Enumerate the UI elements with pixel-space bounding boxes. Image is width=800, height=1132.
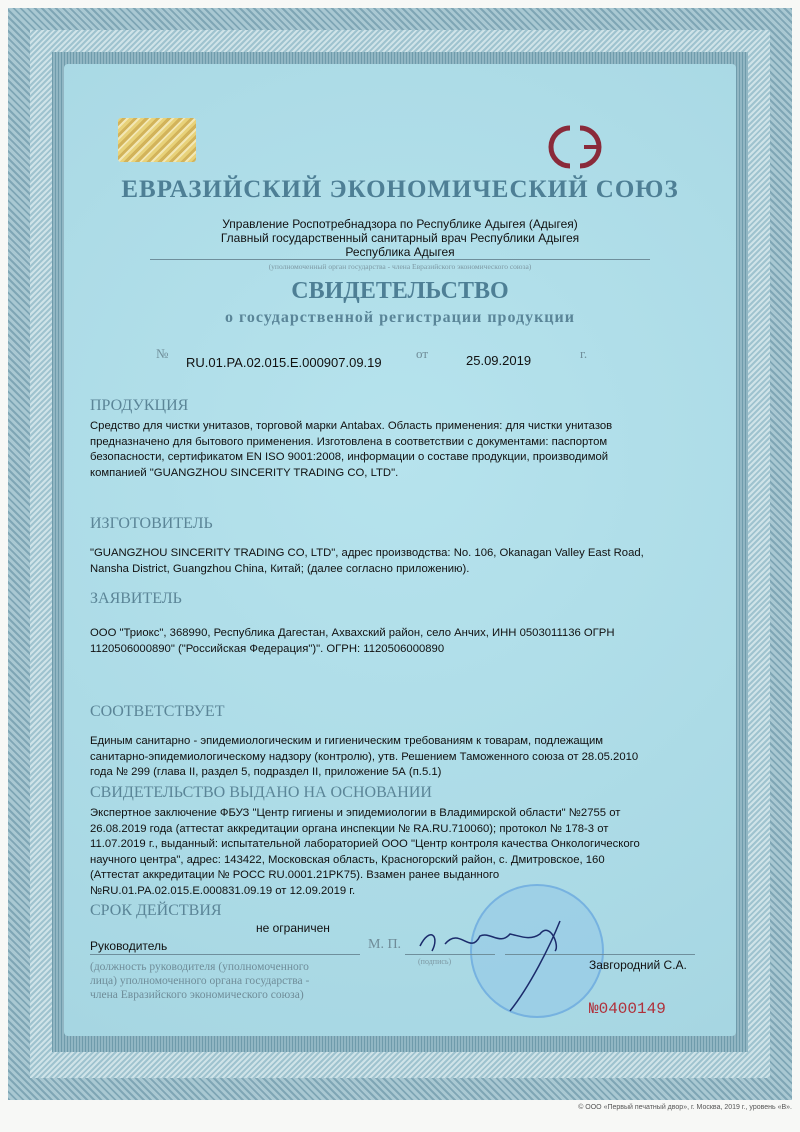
certificate-number: RU.01.PA.02.015.E.000907.09.19 — [186, 355, 382, 370]
divider — [150, 259, 650, 260]
text-line: 26.08.2019 года (аттестат аккредитации органа инспекции № RA.RU.710060); протокол № 178-3 от — [90, 822, 609, 835]
text-line: предназначено для бытового применения. Изготовлена в соответствии с документами: паспортом — [90, 435, 608, 448]
printer-footer: © ООО «Первый печатный двор», г. Москва, 2019 г., уровень «В». — [578, 1104, 792, 1111]
text-line: года № 299 (глава II, раздел 5, подраздел II, приложение 5А (п.5.1) — [90, 766, 442, 778]
text-line: компанией "GUANGZHOU SINCERITY TRADING CO, LTD". — [90, 466, 399, 479]
certificate-title: СВИДЕТЕЛЬСТВО — [291, 278, 509, 304]
text-line: ООО "Триокс", 368990, Республика Дагестан, Ахвахский район, село Анчих, ИНН 0503011136 ОГРН — [90, 627, 615, 639]
text-line: 1120506000890" ("Российская Федерация")". ОГРН: 1120506000890 — [90, 642, 445, 655]
conforms-text — [90, 734, 638, 781]
section-heading-manufacturer: ИЗГОТОВИТЕЛЬ — [90, 515, 213, 532]
text-line: санитарно-эпидемиологическому надзору (контролю), утв. Решением Таможенного союза от 28.05.2010 — [90, 750, 639, 763]
text-line: Средство для чистки унитазов, торговой марки Antabax. Область применения: для чистки унитазов — [90, 420, 613, 432]
signatory-name: Завгородний С.А. — [589, 958, 687, 972]
text-line: безопасности, сертификатом EN ISO 9001:2008, информации о составе продукции, производимой — [90, 451, 609, 463]
authority-line: Управление Роспотребнадзора по Республике Адыгея (Адыгея) — [222, 217, 578, 231]
text-line: №RU.01.PA.02.015.E.000831.09.19 от 12.09.2019 г. — [90, 884, 356, 897]
date-label: от — [416, 346, 429, 361]
text-line: (Аттестат аккредитации № РОСС RU.0001.21PK75). Взамен ранее выданного — [90, 869, 500, 881]
validity-value: не ограничен — [256, 921, 330, 935]
note-line: члена Евразийского экономического союза) — [90, 989, 304, 1001]
year-suffix: г. — [580, 346, 588, 361]
hologram-sticker — [118, 118, 196, 162]
text-line: Nansha District, Guangzhou China, Китай; (далее согласно приложению). — [90, 562, 470, 575]
text-line: Единым санитарно - эпидемиологическим и гигиеническим требованиям к товарам, подлежащим — [90, 735, 604, 747]
section-heading-validity: СРОК ДЕЙСТВИЯ — [90, 902, 222, 919]
section-heading-basis: СВИДЕТЕЛЬСТВО ВЫДАНО НА ОСНОВАНИИ — [90, 784, 432, 801]
serial-number: №0400149 — [589, 1000, 666, 1018]
text-line: Экспертное заключение ФБУЗ "Центр гигиены и эпидемиологии в Владимирской области" №2755 от — [90, 807, 621, 819]
position-line — [90, 954, 360, 955]
text-line: научного центра", адрес: 143422, Московская область, Красногорский район, с. Дмитровское, 160 — [90, 853, 605, 866]
manufacturer-text — [90, 546, 644, 577]
note-line: лица) уполномоченного органа государства - — [90, 975, 310, 987]
section-heading-conforms: СООТВЕТСТВУЕТ — [90, 703, 225, 720]
stamp-label: М. П. — [368, 937, 402, 952]
number-label: № — [156, 346, 169, 361]
signature-label: (подпись) — [418, 957, 452, 966]
section-heading-product: ПРОДУКЦИЯ — [90, 397, 189, 414]
union-title: ЕВРАЗИЙСКИЙ ЭКОНОМИЧЕСКИЙ СОЮЗ — [121, 176, 679, 203]
text-line: "GUANGZHOU SINCERITY TRADING CO, LTD", адрес производства: No. 106, Okanagan Valley East Road, — [90, 547, 644, 559]
basis-text — [90, 806, 640, 899]
certificate-subtitle: о государственной регистрации продукции — [225, 309, 575, 326]
authority-line: Главный государственный санитарный врач Республики Адыгея — [220, 231, 580, 245]
note-line: (должность руководителя (уполномоченного — [90, 961, 309, 973]
eac-logo-icon — [540, 122, 612, 172]
signatory-position: Руководитель — [90, 939, 168, 953]
certificate-date: 25.09.2019 — [466, 353, 532, 368]
authority-note: (уполномоченный орган государства - члена Евразийского экономического союза) — [268, 262, 532, 271]
text-line: 11.07.2019 г., выданный: испытательной лабораторией ООО "Центр контроля качества Онкологического — [90, 838, 640, 850]
applicant-text — [90, 626, 615, 657]
product-text — [90, 419, 612, 481]
section-heading-applicant: ЗАЯВИТЕЛЬ — [90, 590, 182, 607]
authority-line: Республика Адыгея — [345, 245, 455, 259]
position-note — [90, 960, 309, 1002]
handwritten-signature — [410, 906, 600, 1016]
